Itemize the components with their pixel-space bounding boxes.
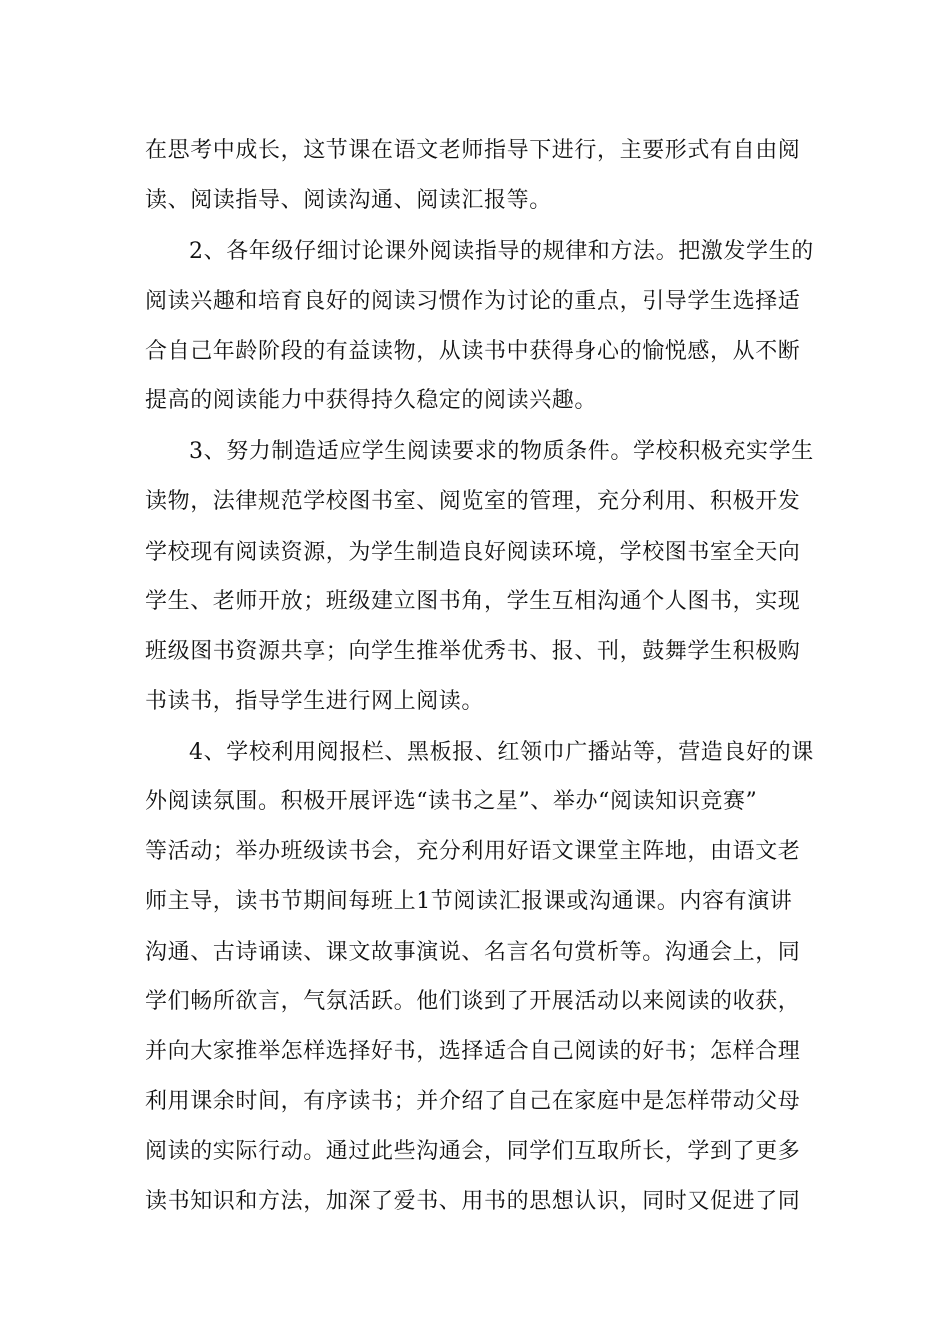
text-line: 读、阅读指导、阅读沟通、阅读汇报等。 — [145, 188, 552, 213]
paragraph-2-first-line: 2、各年级仔细讨论课外阅读指导的规律和方法。把激发学生的 — [189, 239, 814, 264]
text-line: 利用课余时间，有序读书；并介绍了自己在家庭中是怎样带动父母 — [145, 1089, 801, 1114]
text-line: 并向大家推举怎样选择好书，选择适合自己阅读的好书；怎样合理 — [145, 1039, 801, 1064]
text-line: 阅读的实际行动。通过此些沟通会，同学们互取所长，学到了更多 — [145, 1139, 801, 1164]
text-line: 外阅读氛围。积极开展评选“读书之星”、举办“阅读知识竞赛” — [145, 789, 758, 814]
paragraph-4-first-line: 4、学校利用阅报栏、黑板报、红领巾广播站等，营造良好的课 — [189, 740, 814, 765]
paragraph-3-first-line: 3、努力制造适应学生阅读要求的物质条件。学校积极充实学生 — [189, 439, 814, 464]
text-line: 书读书，指导学生进行网上阅读。 — [145, 689, 485, 714]
text-line: 学校现有阅读资源，为学生制造良好阅读环境，学校图书室全天向 — [145, 540, 801, 565]
text-line: 等活动；举办班级读书会，充分利用好语文课堂主阵地，由语文老 — [145, 839, 801, 864]
text-line: 阅读兴趣和培育良好的阅读习惯作为讨论的重点，引导学生选择适 — [145, 289, 801, 314]
text-line: 学生、老师开放；班级建立图书角，学生互相沟通个人图书，实现 — [145, 589, 801, 614]
text-line: 提高的阅读能力中获得持久稳定的阅读兴趣。 — [145, 388, 598, 413]
text-line: 合自己年龄阶段的有益读物，从读书中获得身心的愉悦感，从不断 — [145, 339, 801, 364]
text-line: 学们畅所欲言，气氛活跃。他们谈到了开展活动以来阅读的收获， — [145, 989, 801, 1014]
text-line: 班级图书资源共享；向学生推举优秀书、报、刊，鼓舞学生积极购 — [145, 639, 801, 664]
text-line: 读物，法律规范学校图书室、阅览室的管理，充分利用、积极开发 — [145, 489, 801, 514]
text-line: 师主导，读书节期间每班上1节阅读汇报课或沟通课。内容有演讲 — [145, 889, 793, 914]
text-line: 沟通、古诗诵读、课文故事演说、名言名句赏析等。沟通会上，同 — [145, 940, 801, 965]
text-line: 在思考中成长，这节课在语文老师指导下进行，主要形式有自由阅 — [145, 138, 801, 163]
text-line: 读书知识和方法，加深了爱书、用书的思想认识，同时又促进了同 — [145, 1189, 801, 1214]
